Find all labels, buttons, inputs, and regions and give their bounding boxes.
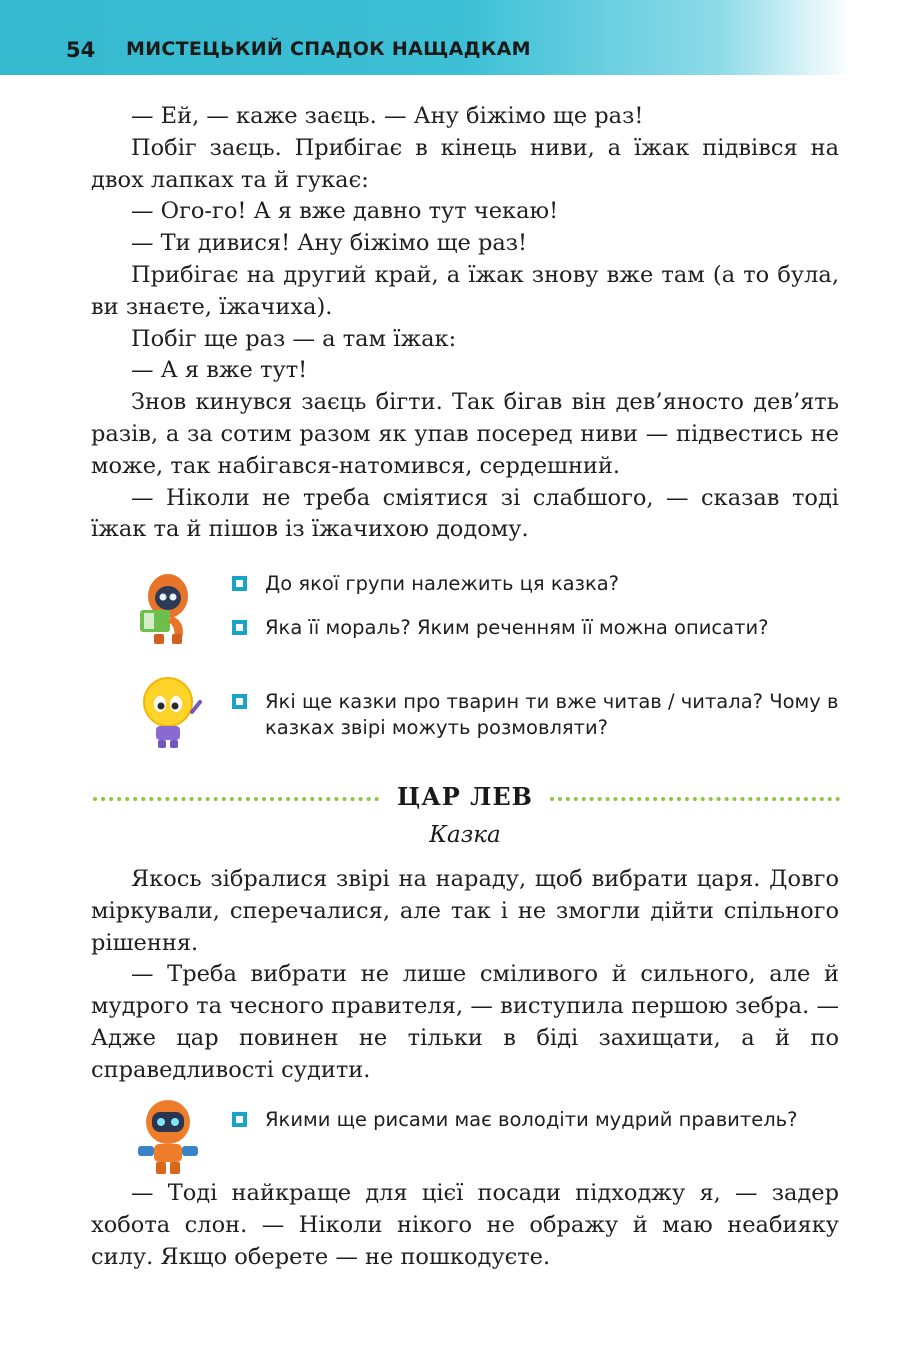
dotted-divider-left [93,797,379,801]
square-bullet-icon [232,620,247,635]
running-title: МИСТЕЦЬКИЙ СПАДОК НАЩАДКАМ [126,38,531,60]
square-bullet-icon [232,694,247,709]
paragraph: — Тоді найкраще для цієї посади підходжу я, — задер хобота слон. — Ніколи нікого не ображу й маю неабияку силу. Якщо оберете — не пошкодуєте. [91,1180,839,1270]
passage-1 [91,101,839,546]
story-title: ЦАР ЛЕВ [397,782,533,811]
paragraph: Знов кинувся заєць бігти. Так бігав він дев’яносто дев’ять разів, а за сотим разом як упав посеред ниви — підвестись не може, так набігався-натомився, сердешний. [91,389,839,479]
square-bullet-icon [232,576,247,591]
questions-group-1 [232,571,852,641]
paragraph: — Треба вибрати не лише сміливого й сильного, але й мудрого та чесного правителя, — виступила першою зебра. — Адже цар повинен не тільки в біді захищати, а й по справедливості судити. [91,961,839,1083]
question-text: Яка її мораль? Яким реченням її можна описати? [265,616,769,639]
paragraph: — А я вже тут! [131,357,308,384]
question-item [232,1107,852,1133]
question-item [232,689,852,741]
question-text: Якими ще рисами має володіти мудрий правитель? [265,1108,798,1131]
questions-group-3 [232,1107,852,1133]
paragraph: Прибігає на другий край, а їжак знову вже там (а то була, ви знаєте, їжачиха). [91,261,839,320]
question-item [232,571,852,597]
orange-robot-icon [134,1096,206,1178]
paragraph: — Ти дивися! Ану біжімо ще раз! [131,230,528,257]
paragraph: — Ніколи не треба сміятися зі слабшого, — сказав тоді їжак та й пішов із їжачихою додому. [91,484,839,543]
paragraph: Якось зібралися звірі на нараду, щоб вибрати царя. Довго міркували, сперечалися, але так і не змогли дійти спільного рішення. [91,866,839,956]
paragraph: — Ого-го! А я вже давно тут чекаю! [131,198,559,225]
passage-2 [91,864,839,1087]
question-text: До якої групи належить ця казка? [265,572,620,595]
passage-3 [91,1178,839,1273]
questions-group-2 [232,689,852,741]
page-number: 54 [66,38,96,62]
lightbulb-character-icon [138,672,204,752]
paragraph: Побіг заєць. Прибігає в кінець ниви, а їжак підвівся на двох лапках та й гукає: [91,134,839,193]
story-subtitle: Казка [429,822,501,848]
question-text: Які ще казки про тварин ти вже читав / читала? Чому в казках звірі можуть розмовляти? [265,690,839,739]
paragraph: — Ей, — каже заєць. — Ану біжімо ще раз! [131,103,644,129]
paragraph: Побіг ще раз — а там їжак: [131,325,457,352]
reading-robot-icon [132,568,202,648]
dotted-divider-right [550,797,840,801]
question-item [232,615,852,641]
square-bullet-icon [232,1112,247,1127]
